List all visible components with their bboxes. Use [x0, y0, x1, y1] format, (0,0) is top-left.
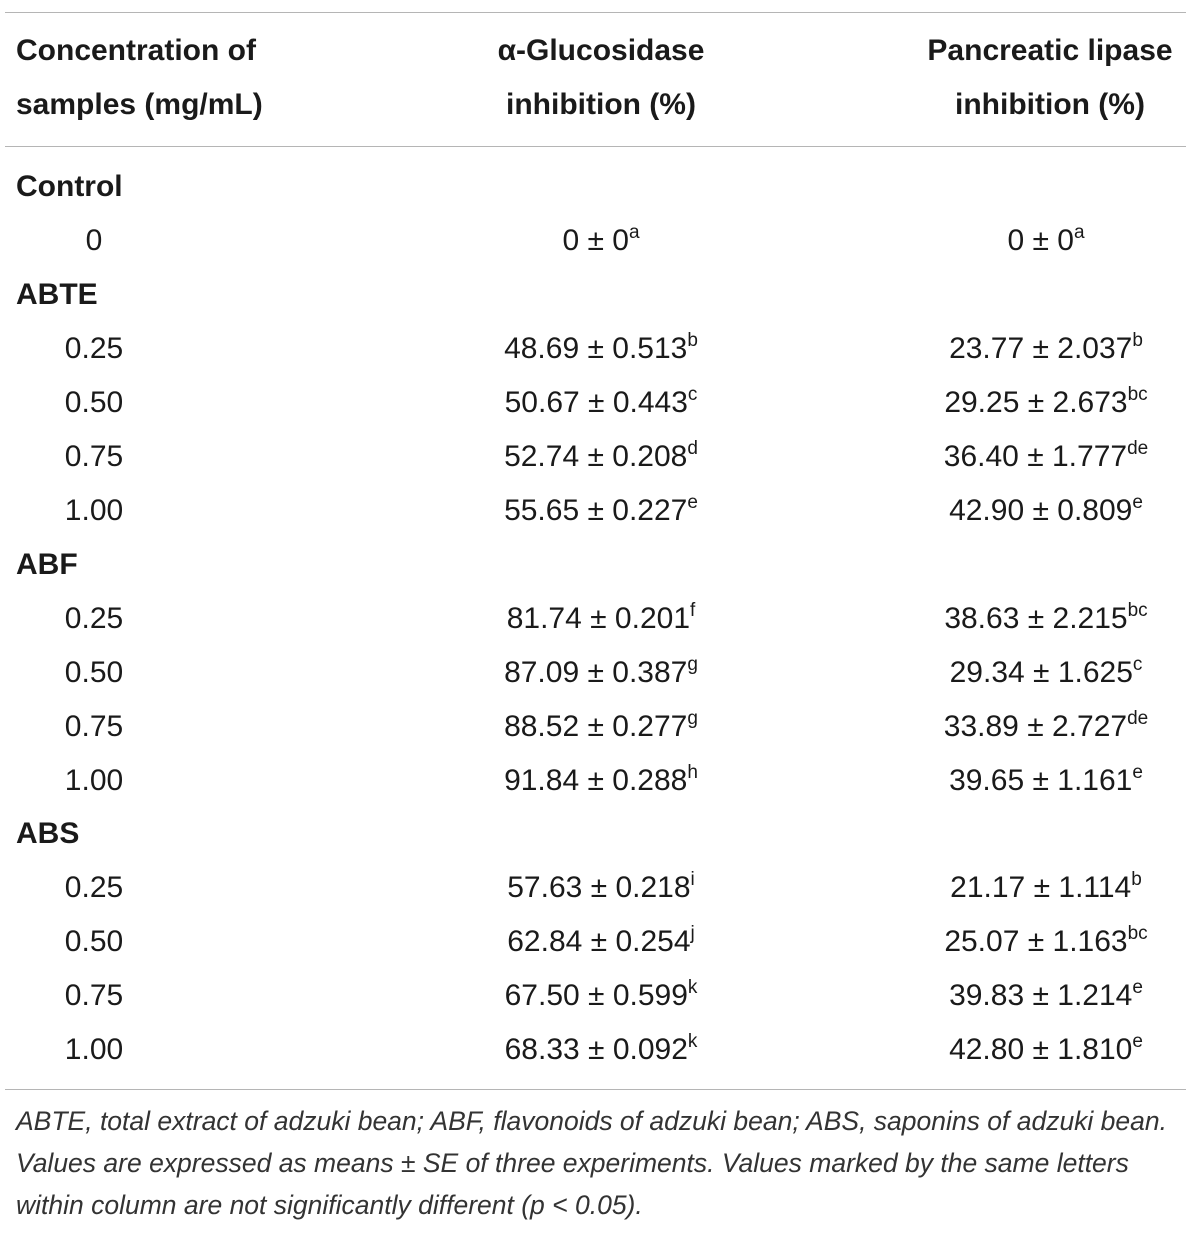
- concentration-cell: 0.75: [64, 979, 124, 1012]
- glucosidase-value: 91.84 ± 0.288: [504, 764, 688, 797]
- lipase-letter: bc: [1127, 923, 1148, 944]
- glucosidase-value: 81.74 ± 0.201: [506, 602, 690, 635]
- header-glucosidase-line1: α-Glucosidase: [497, 34, 705, 67]
- header-lipase: [900, 24, 1200, 132]
- table-row: [0, 1023, 1200, 1077]
- header-lipase-line2: inhibition (%): [955, 88, 1145, 121]
- table-row: [0, 484, 1200, 538]
- glucosidase-value: 88.52 ± 0.277: [504, 710, 688, 743]
- glucosidase-cell: [401, 430, 801, 484]
- glucosidase-letter: c: [687, 384, 698, 405]
- lipase-cell: [846, 969, 1200, 1023]
- group-row-control: [0, 160, 1200, 214]
- glucosidase-cell: [401, 700, 801, 754]
- concentration-cell: 0.25: [64, 871, 124, 904]
- lipase-value: 23.77 ± 2.037: [949, 332, 1133, 365]
- glucosidase-letter: j: [690, 923, 695, 944]
- lipase-value: 25.07 ± 1.163: [944, 925, 1128, 958]
- lipase-cell: [846, 214, 1200, 268]
- lipase-value: 21.17 ± 1.114: [950, 871, 1132, 904]
- table-row: [0, 861, 1200, 915]
- lipase-letter: e: [1132, 492, 1143, 513]
- glucosidase-value: 67.50 ± 0.599: [504, 979, 688, 1012]
- table-row: [0, 322, 1200, 376]
- glucosidase-value: 52.74 ± 0.208: [504, 440, 688, 473]
- glucosidase-letter: f: [690, 600, 696, 621]
- lipase-letter: b: [1131, 869, 1142, 890]
- group-label: ABS: [16, 817, 80, 850]
- table-row: [0, 592, 1200, 646]
- glucosidase-cell: [401, 376, 801, 430]
- glucosidase-value: 68.33 ± 0.092: [504, 1033, 688, 1066]
- concentration-cell: 0.75: [64, 440, 124, 473]
- glucosidase-cell: [401, 322, 801, 376]
- concentration-cell: 0.50: [64, 925, 124, 958]
- glucosidase-letter: i: [690, 869, 695, 890]
- glucosidase-cell: [401, 484, 801, 538]
- table-row: [0, 754, 1200, 808]
- group-label: Control: [16, 170, 123, 203]
- concentration-cell: 0.50: [64, 386, 124, 419]
- concentration-cell: 1.00: [64, 764, 124, 797]
- table-row: [0, 915, 1200, 969]
- lipase-value: 29.25 ± 2.673: [944, 386, 1128, 419]
- group-row-abte: [0, 268, 1200, 322]
- header-concentration-line2: samples (mg/mL): [16, 88, 263, 121]
- table-row: [0, 646, 1200, 700]
- lipase-cell: [846, 915, 1200, 969]
- glucosidase-value: 55.65 ± 0.227: [504, 494, 688, 527]
- glucosidase-value: 50.67 ± 0.443: [504, 386, 688, 419]
- concentration-cell: 0.25: [64, 332, 124, 365]
- lipase-cell: [846, 376, 1200, 430]
- lipase-cell: [846, 754, 1200, 808]
- lipase-value: 42.80 ± 1.810: [949, 1033, 1133, 1066]
- header-glucosidase-line2: inhibition (%): [506, 88, 696, 121]
- lipase-letter: e: [1132, 977, 1143, 998]
- concentration-cell: 1.00: [64, 1033, 124, 1066]
- glucosidase-letter: k: [687, 1031, 698, 1052]
- lipase-value: 33.89 ± 2.727: [943, 710, 1128, 743]
- glucosidase-value: 62.84 ± 0.254: [507, 925, 691, 958]
- table-header-rule: [5, 146, 1186, 147]
- header-concentration: [16, 24, 263, 132]
- concentration-cell: 0.75: [64, 710, 124, 743]
- concentration-cell: 0: [85, 224, 103, 257]
- glucosidase-letter: h: [687, 762, 698, 783]
- group-row-abf: [0, 538, 1200, 592]
- glucosidase-cell: [401, 214, 801, 268]
- glucosidase-letter: e: [687, 492, 698, 513]
- table-row: [0, 969, 1200, 1023]
- lipase-letter: de: [1127, 438, 1149, 459]
- lipase-cell: [846, 430, 1200, 484]
- glucosidase-value: 0 ± 0: [562, 224, 629, 257]
- lipase-letter: a: [1073, 222, 1085, 243]
- lipase-letter: e: [1132, 762, 1143, 783]
- lipase-cell: [846, 646, 1200, 700]
- lipase-cell: [846, 861, 1200, 915]
- table-top-rule: [5, 12, 1186, 13]
- lipase-value: 29.34 ± 1.625: [949, 656, 1133, 689]
- glucosidase-cell: [401, 592, 801, 646]
- group-label: ABF: [16, 548, 78, 581]
- lipase-letter: b: [1132, 330, 1143, 351]
- group-label: ABTE: [16, 278, 98, 311]
- lipase-value: 39.83 ± 1.214: [949, 979, 1133, 1012]
- lipase-cell: [846, 1023, 1200, 1077]
- glucosidase-value: 87.09 ± 0.387: [504, 656, 688, 689]
- glucosidase-letter: k: [687, 977, 698, 998]
- table-row: [0, 376, 1200, 430]
- lipase-letter: bc: [1127, 384, 1148, 405]
- glucosidase-cell: [401, 754, 801, 808]
- glucosidase-value: 57.63 ± 0.218: [507, 871, 691, 904]
- glucosidase-letter: a: [628, 222, 640, 243]
- lipase-cell: [846, 700, 1200, 754]
- table-row: [0, 214, 1200, 268]
- concentration-cell: 1.00: [64, 494, 124, 527]
- header-concentration-line1: Concentration of: [16, 34, 256, 67]
- table-bottom-rule: [5, 1089, 1186, 1090]
- group-row-abs: [0, 807, 1200, 861]
- glucosidase-letter: g: [687, 654, 698, 675]
- lipase-value: 36.40 ± 1.777: [943, 440, 1128, 473]
- glucosidase-cell: [401, 861, 801, 915]
- glucosidase-letter: g: [687, 708, 698, 729]
- header-glucosidase: [428, 24, 774, 132]
- glucosidase-cell: [401, 1023, 801, 1077]
- glucosidase-cell: [401, 646, 801, 700]
- lipase-value: 38.63 ± 2.215: [944, 602, 1128, 635]
- concentration-cell: 0.50: [64, 656, 124, 689]
- lipase-letter: c: [1132, 654, 1143, 675]
- lipase-letter: bc: [1127, 600, 1148, 621]
- concentration-cell: 0.25: [64, 602, 124, 635]
- lipase-value: 42.90 ± 0.809: [949, 494, 1133, 527]
- glucosidase-value: 48.69 ± 0.513: [504, 332, 688, 365]
- table-row: [0, 700, 1200, 754]
- lipase-cell: [846, 484, 1200, 538]
- glucosidase-cell: [401, 915, 801, 969]
- lipase-cell: [846, 592, 1200, 646]
- table-footnote: ABTE, total extract of adzuki bean; ABF, flavonoids of adzuki bean; ABS, saponins of adzuki bean. Values are expressed as means ± SE of three experiments. Values marked by the same letters within column are not significantly different (p < 0.05).: [16, 1106, 1167, 1220]
- glucosidase-letter: b: [687, 330, 698, 351]
- lipase-cell: [846, 322, 1200, 376]
- lipase-value: 39.65 ± 1.161: [949, 764, 1133, 797]
- lipase-value: 0 ± 0: [1007, 224, 1074, 257]
- lipase-letter: e: [1132, 1031, 1143, 1052]
- glucosidase-letter: d: [687, 438, 698, 459]
- table-row: [0, 430, 1200, 484]
- glucosidase-cell: [401, 969, 801, 1023]
- header-lipase-line1: Pancreatic lipase: [927, 34, 1173, 67]
- lipase-letter: de: [1127, 708, 1149, 729]
